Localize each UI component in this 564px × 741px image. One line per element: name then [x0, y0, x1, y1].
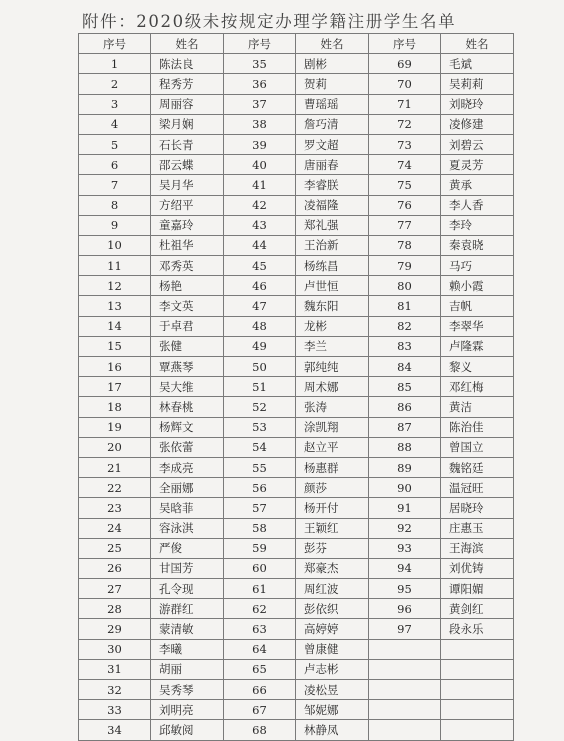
seq-cell: 90	[369, 478, 441, 498]
seq-cell	[369, 659, 441, 679]
name-cell: 曾康健	[296, 639, 369, 659]
name-cell: 李玲	[441, 215, 514, 235]
seq-cell: 20	[79, 437, 151, 457]
name-cell: 周红波	[296, 579, 369, 599]
seq-cell: 43	[224, 215, 296, 235]
name-cell: 童嘉玲	[151, 215, 224, 235]
seq-cell: 6	[79, 155, 151, 175]
name-cell: 彭依织	[296, 599, 369, 619]
name-cell: 马巧	[441, 256, 514, 276]
name-cell: 王治新	[296, 235, 369, 255]
table-row	[79, 235, 514, 255]
seq-cell: 16	[79, 357, 151, 377]
name-cell: 杜祖华	[151, 235, 224, 255]
name-cell: 陈法良	[151, 54, 224, 74]
seq-cell: 80	[369, 276, 441, 296]
seq-cell: 65	[224, 659, 296, 679]
seq-cell: 75	[369, 175, 441, 195]
header-name-2: 姓名	[296, 34, 369, 54]
seq-cell: 7	[79, 175, 151, 195]
table-row	[79, 680, 514, 700]
page-title: 附件：2020级未按规定办理学籍注册学生名单	[82, 12, 457, 31]
name-cell: 周丽容	[151, 94, 224, 114]
header-seq-2: 序号	[224, 34, 296, 54]
seq-cell: 46	[224, 276, 296, 296]
seq-cell: 22	[79, 478, 151, 498]
name-cell	[441, 680, 514, 700]
seq-cell: 24	[79, 518, 151, 538]
seq-cell: 10	[79, 235, 151, 255]
table-row	[79, 720, 514, 740]
seq-cell: 40	[224, 155, 296, 175]
name-cell: 贺莉	[296, 74, 369, 94]
name-cell: 卢隆霖	[441, 336, 514, 356]
seq-cell: 57	[224, 498, 296, 518]
seq-cell: 11	[79, 256, 151, 276]
seq-cell: 83	[369, 336, 441, 356]
seq-cell: 21	[79, 457, 151, 477]
seq-cell: 26	[79, 558, 151, 578]
seq-cell: 15	[79, 336, 151, 356]
seq-cell: 17	[79, 377, 151, 397]
name-cell: 罗文超	[296, 134, 369, 154]
table-row	[79, 134, 514, 154]
table-row	[79, 599, 514, 619]
seq-cell: 67	[224, 700, 296, 720]
table-row	[79, 114, 514, 134]
name-cell: 剧彬	[296, 54, 369, 74]
name-cell: 陈治佳	[441, 417, 514, 437]
name-cell: 刘优铸	[441, 558, 514, 578]
seq-cell: 3	[79, 94, 151, 114]
name-cell: 吴秀琴	[151, 680, 224, 700]
name-cell: 林春桃	[151, 397, 224, 417]
table-row	[79, 639, 514, 659]
name-cell: 涂凯翔	[296, 417, 369, 437]
seq-cell: 36	[224, 74, 296, 94]
name-cell: 蒙清敏	[151, 619, 224, 639]
seq-cell: 54	[224, 437, 296, 457]
name-cell: 毛斌	[441, 54, 514, 74]
seq-cell: 31	[79, 659, 151, 679]
seq-cell: 94	[369, 558, 441, 578]
name-cell: 张健	[151, 336, 224, 356]
seq-cell: 76	[369, 195, 441, 215]
name-cell: 杨惠群	[296, 457, 369, 477]
name-cell: 甘国芳	[151, 558, 224, 578]
seq-cell: 84	[369, 357, 441, 377]
name-cell: 黄承	[441, 175, 514, 195]
name-cell: 曾国立	[441, 437, 514, 457]
name-cell: 龙彬	[296, 316, 369, 336]
seq-cell: 56	[224, 478, 296, 498]
table-row	[79, 195, 514, 215]
name-cell: 邵云蝶	[151, 155, 224, 175]
name-cell: 游群红	[151, 599, 224, 619]
name-cell: 温冠旺	[441, 478, 514, 498]
table-row	[79, 316, 514, 336]
name-cell: 李兰	[296, 336, 369, 356]
seq-cell: 89	[369, 457, 441, 477]
name-cell: 杨练昌	[296, 256, 369, 276]
name-cell: 颜莎	[296, 478, 369, 498]
seq-cell: 51	[224, 377, 296, 397]
seq-cell: 42	[224, 195, 296, 215]
name-cell: 于卓君	[151, 316, 224, 336]
seq-cell: 13	[79, 296, 151, 316]
name-cell: 程秀芳	[151, 74, 224, 94]
seq-cell: 37	[224, 94, 296, 114]
name-cell: 魏东阳	[296, 296, 369, 316]
seq-cell: 25	[79, 538, 151, 558]
seq-cell: 55	[224, 457, 296, 477]
header-seq-3: 序号	[369, 34, 441, 54]
name-cell: 卢世恒	[296, 276, 369, 296]
name-cell: 杨开付	[296, 498, 369, 518]
seq-cell: 41	[224, 175, 296, 195]
table-row	[79, 457, 514, 477]
name-cell	[441, 639, 514, 659]
name-cell: 唐丽春	[296, 155, 369, 175]
seq-cell: 1	[79, 54, 151, 74]
seq-cell: 4	[79, 114, 151, 134]
name-cell: 吴大维	[151, 377, 224, 397]
table-row	[79, 558, 514, 578]
name-cell: 吴晗菲	[151, 498, 224, 518]
seq-cell: 95	[369, 579, 441, 599]
table-row	[79, 357, 514, 377]
name-cell: 卢志彬	[296, 659, 369, 679]
name-cell: 梁月娴	[151, 114, 224, 134]
name-cell	[441, 720, 514, 740]
name-cell: 李文英	[151, 296, 224, 316]
seq-cell: 74	[369, 155, 441, 175]
seq-cell: 87	[369, 417, 441, 437]
name-cell: 刘明亮	[151, 700, 224, 720]
seq-cell: 58	[224, 518, 296, 538]
table-row	[79, 94, 514, 114]
seq-cell: 78	[369, 235, 441, 255]
table-row	[79, 377, 514, 397]
seq-cell: 73	[369, 134, 441, 154]
seq-cell: 85	[369, 377, 441, 397]
seq-cell: 34	[79, 720, 151, 740]
seq-cell: 68	[224, 720, 296, 740]
name-cell: 孔令现	[151, 579, 224, 599]
table-row	[79, 155, 514, 175]
seq-cell: 93	[369, 538, 441, 558]
name-cell: 邱敏阅	[151, 720, 224, 740]
seq-cell: 47	[224, 296, 296, 316]
name-cell: 王颖红	[296, 518, 369, 538]
seq-cell: 33	[79, 700, 151, 720]
seq-cell: 92	[369, 518, 441, 538]
seq-cell: 14	[79, 316, 151, 336]
name-cell: 张依蕾	[151, 437, 224, 457]
name-cell: 杨辉文	[151, 417, 224, 437]
name-cell: 高婷婷	[296, 619, 369, 639]
name-cell: 谭阳媚	[441, 579, 514, 599]
table-row	[79, 175, 514, 195]
seq-cell: 77	[369, 215, 441, 235]
seq-cell: 50	[224, 357, 296, 377]
name-cell: 李成亮	[151, 457, 224, 477]
name-cell: 居晓玲	[441, 498, 514, 518]
seq-cell: 45	[224, 256, 296, 276]
name-cell: 周术娜	[296, 377, 369, 397]
seq-cell: 64	[224, 639, 296, 659]
name-cell: 容泳淇	[151, 518, 224, 538]
name-cell: 李曦	[151, 639, 224, 659]
table-row	[79, 437, 514, 457]
table-row	[79, 397, 514, 417]
header-seq-1: 序号	[79, 34, 151, 54]
name-cell: 凌修建	[441, 114, 514, 134]
name-cell: 郑豪杰	[296, 558, 369, 578]
name-cell: 曹瑶瑶	[296, 94, 369, 114]
table-row	[79, 579, 514, 599]
table-row	[79, 659, 514, 679]
name-cell: 刘晓玲	[441, 94, 514, 114]
name-cell: 王海滨	[441, 538, 514, 558]
table-row	[79, 518, 514, 538]
name-cell: 李人香	[441, 195, 514, 215]
seq-cell: 59	[224, 538, 296, 558]
seq-cell: 27	[79, 579, 151, 599]
seq-cell: 60	[224, 558, 296, 578]
name-cell: 张涛	[296, 397, 369, 417]
name-cell: 凌福隆	[296, 195, 369, 215]
name-cell: 郭纯纯	[296, 357, 369, 377]
seq-cell: 82	[369, 316, 441, 336]
seq-cell: 81	[369, 296, 441, 316]
name-cell: 郑礼强	[296, 215, 369, 235]
seq-cell: 44	[224, 235, 296, 255]
name-cell: 庄惠玉	[441, 518, 514, 538]
name-cell: 段永乐	[441, 619, 514, 639]
table-row	[79, 54, 514, 74]
seq-cell: 79	[369, 256, 441, 276]
seq-cell: 29	[79, 619, 151, 639]
seq-cell: 91	[369, 498, 441, 518]
seq-cell: 8	[79, 195, 151, 215]
table-row	[79, 74, 514, 94]
seq-cell: 86	[369, 397, 441, 417]
seq-cell: 88	[369, 437, 441, 457]
seq-cell: 39	[224, 134, 296, 154]
seq-cell: 61	[224, 579, 296, 599]
name-cell: 覃燕琴	[151, 357, 224, 377]
name-cell: 刘碧云	[441, 134, 514, 154]
name-cell: 杨艳	[151, 276, 224, 296]
name-cell: 吴月华	[151, 175, 224, 195]
name-cell: 秦袁晓	[441, 235, 514, 255]
seq-cell: 97	[369, 619, 441, 639]
seq-cell	[369, 720, 441, 740]
name-cell: 李睿朕	[296, 175, 369, 195]
seq-cell: 63	[224, 619, 296, 639]
name-cell: 林静凤	[296, 720, 369, 740]
seq-cell: 5	[79, 134, 151, 154]
name-cell: 邓秀英	[151, 256, 224, 276]
table-header-row	[79, 34, 514, 54]
seq-cell: 71	[369, 94, 441, 114]
seq-cell: 28	[79, 599, 151, 619]
table-row	[79, 256, 514, 276]
seq-cell: 49	[224, 336, 296, 356]
name-cell: 赖小霞	[441, 276, 514, 296]
seq-cell: 96	[369, 599, 441, 619]
seq-cell: 30	[79, 639, 151, 659]
seq-cell: 35	[224, 54, 296, 74]
name-cell: 黄剑红	[441, 599, 514, 619]
table-row	[79, 498, 514, 518]
name-cell: 凌松昱	[296, 680, 369, 700]
seq-cell: 9	[79, 215, 151, 235]
seq-cell: 38	[224, 114, 296, 134]
seq-cell	[369, 680, 441, 700]
seq-cell: 2	[79, 74, 151, 94]
name-cell: 胡丽	[151, 659, 224, 679]
seq-cell: 23	[79, 498, 151, 518]
student-roster-table	[78, 33, 514, 741]
name-cell: 邹妮娜	[296, 700, 369, 720]
seq-cell: 72	[369, 114, 441, 134]
seq-cell: 19	[79, 417, 151, 437]
seq-cell: 70	[369, 74, 441, 94]
name-cell: 邓红梅	[441, 377, 514, 397]
seq-cell: 69	[369, 54, 441, 74]
name-cell: 夏灵芳	[441, 155, 514, 175]
name-cell: 吴莉莉	[441, 74, 514, 94]
seq-cell: 48	[224, 316, 296, 336]
name-cell: 严俊	[151, 538, 224, 558]
table-row	[79, 276, 514, 296]
seq-cell: 12	[79, 276, 151, 296]
seq-cell: 53	[224, 417, 296, 437]
name-cell: 魏铭廷	[441, 457, 514, 477]
table-row	[79, 296, 514, 316]
table-row	[79, 336, 514, 356]
table-row	[79, 538, 514, 558]
name-cell	[441, 659, 514, 679]
table-row	[79, 417, 514, 437]
name-cell: 全丽娜	[151, 478, 224, 498]
table-row	[79, 215, 514, 235]
seq-cell: 62	[224, 599, 296, 619]
seq-cell	[369, 639, 441, 659]
seq-cell: 18	[79, 397, 151, 417]
seq-cell: 52	[224, 397, 296, 417]
name-cell: 黎义	[441, 357, 514, 377]
name-cell: 吉帆	[441, 296, 514, 316]
name-cell: 彭芬	[296, 538, 369, 558]
name-cell: 赵立平	[296, 437, 369, 457]
name-cell: 詹巧清	[296, 114, 369, 134]
name-cell: 方绍平	[151, 195, 224, 215]
name-cell: 黄洁	[441, 397, 514, 417]
name-cell: 李翠华	[441, 316, 514, 336]
table-row	[79, 619, 514, 639]
seq-cell: 32	[79, 680, 151, 700]
seq-cell: 66	[224, 680, 296, 700]
table-row	[79, 478, 514, 498]
header-name-1: 姓名	[151, 34, 224, 54]
name-cell: 石长青	[151, 134, 224, 154]
header-name-3: 姓名	[441, 34, 514, 54]
